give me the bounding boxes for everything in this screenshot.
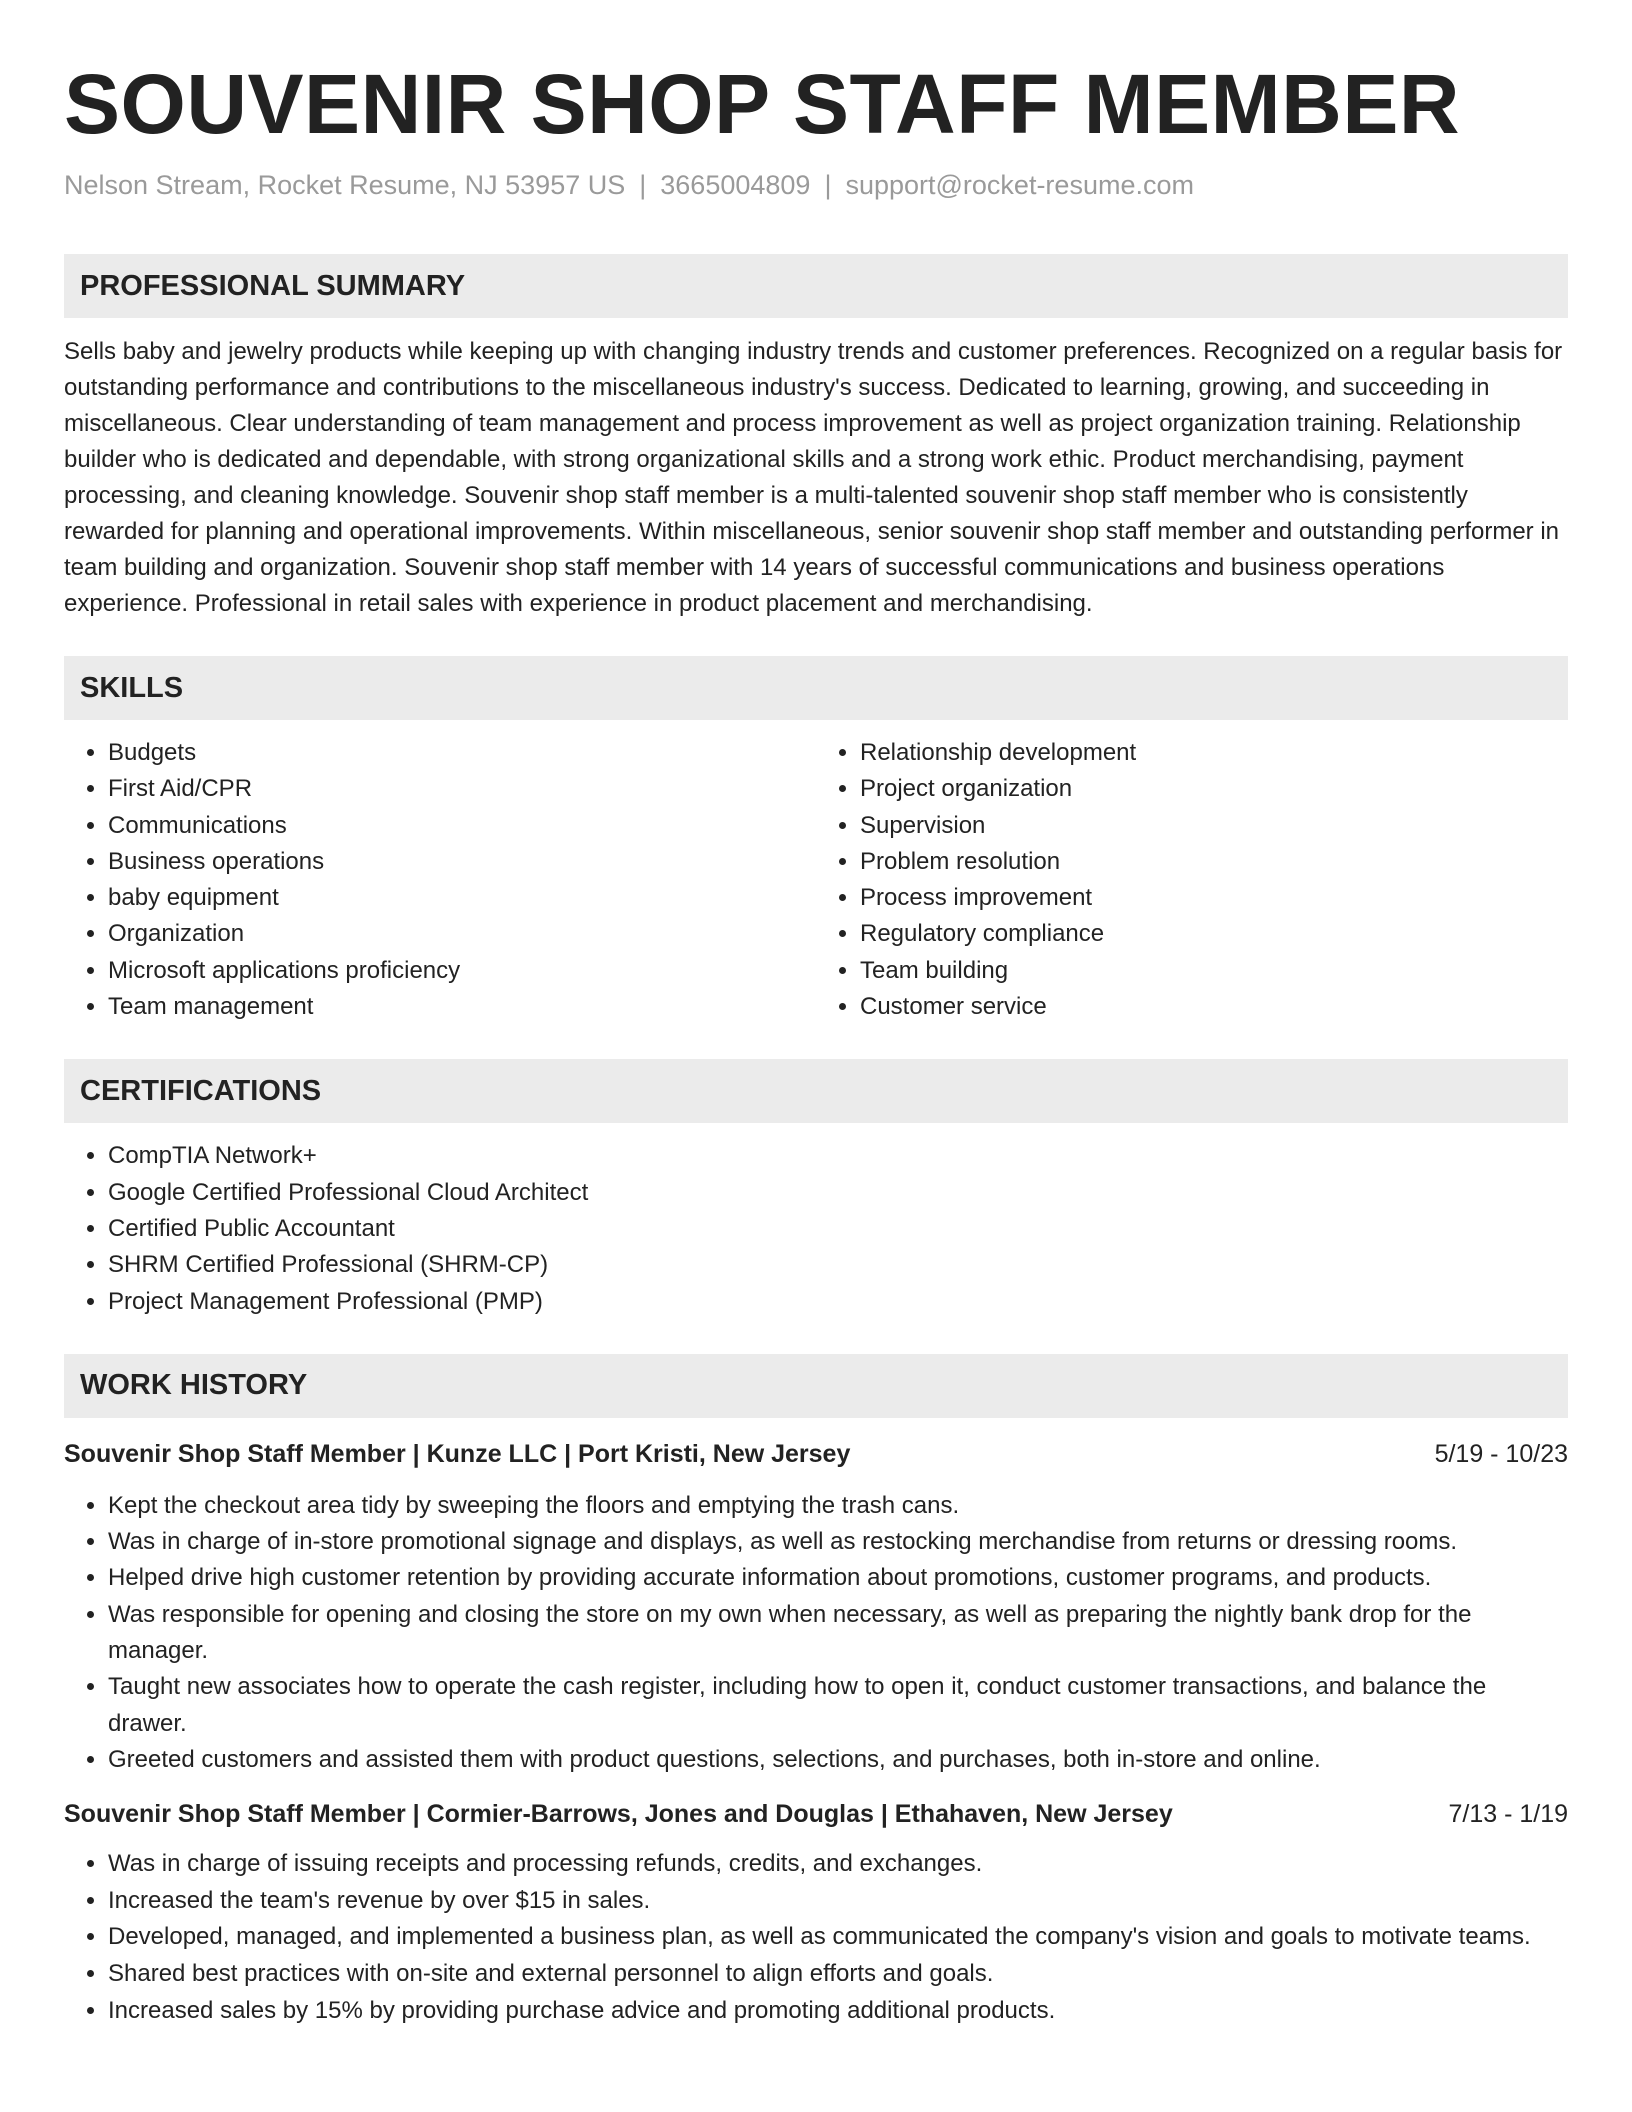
skills-list [64,735,1568,1025]
job-bullet: • Increased the team's revenue by over $15 in sales. [108,1883,1568,1920]
skill-item: • Regulatory compliance [860,916,1568,952]
section-header-certifications: CERTIFICATIONS [64,1059,1568,1123]
job-dates: 7/13 - 1/19 [1448,1800,1568,1829]
skill-item: • Team building [860,953,1568,989]
resume-name: SOUVENIR SHOP STAFF MEMBER [64,57,1461,151]
certification-item: • SHRM Certified Professional (SHRM-CP) [108,1247,1568,1283]
summary-text: Sells baby and jewelry products while keeping up with changing industry trends and customer preferences. Recognized on a regular basis for outstanding performance and contributions to the miscellaneous industry's success. Dedicated to learning, growing, and succeeding in miscellaneous. Clear understanding of team management and process improvement as well as project organization training. Relationship builder who is dedicated and dependable, with strong organizational skills and a strong work ethic. Product merchandising, payment processing, and cleaning knowledge. Souvenir shop staff member is a multi-talented souvenir shop staff member who is consistently rewarded for planning and operational improvements. Within miscellaneous, senior souvenir shop staff member and outstanding performer in team building and organization. Souvenir shop staff member with 14 years of successful communications and business operations experience. Professional in retail sales with experience in product placement and merchandising. [64,338,1563,617]
skill-item: • Customer service [860,989,1568,1025]
job-bullet: • Increased sales by 15% by providing purchase advice and promoting additional products. [108,1993,1568,2030]
skill-item: • Problem resolution [860,844,1568,880]
job-bullets [64,1488,1568,1778]
skill-item: • Team management [108,989,816,1025]
skill-item: • Process improvement [860,880,1568,916]
skill-item: • Communications [108,808,816,844]
section-header-work-history: WORK HISTORY [64,1354,1568,1418]
job-bullet: • Kept the checkout area tidy by sweeping the floors and emptying the trash cans. [108,1488,1568,1524]
skill-item: • Budgets [108,735,816,771]
section-header-skills: SKILLS [64,656,1568,720]
skill-item: • baby equipment [108,880,816,916]
skill-item: • Supervision [860,808,1568,844]
skills-column-left [64,735,816,1025]
certifications-list [64,1138,1568,1319]
job-bullet: • Greeted customers and assisted them with product questions, selections, and purchases, both in-store and online. [108,1742,1568,1778]
job-header [64,1436,1568,1472]
job-bullet: • Taught new associates how to operate the cash register, including how to open it, conduct customer transactions, and balance the drawer. [108,1669,1568,1742]
job-entry [64,1796,1568,2029]
contact-line [64,168,1568,202]
contact-phone: 3665004809 [660,170,811,200]
certification-item: • Certified Public Accountant [108,1211,1568,1247]
certification-item: • Google Certified Professional Cloud Architect [108,1175,1568,1211]
job-bullet: • Developed, managed, and implemented a business plan, as well as communicated the company's vision and goals to motivate teams. [108,1919,1568,1956]
skill-item: • Microsoft applications proficiency [108,953,816,989]
certification-item: • Project Management Professional (PMP) [108,1284,1568,1320]
job-bullet: • Was in charge of issuing receipts and processing refunds, credits, and exchanges. [108,1846,1568,1883]
job-title: Souvenir Shop Staff Member | Kunze LLC | Port Kristi, New Jersey [64,1439,851,1468]
contact-separator: | [639,170,647,200]
job-dates: 5/19 - 10/23 [1434,1439,1568,1468]
contact-email: support@rocket-resume.com [845,170,1194,200]
skills-column-right [816,735,1568,1025]
job-bullet: • Helped drive high customer retention by providing accurate information about promotions, customer programs, and products. [108,1560,1568,1596]
contact-address: Nelson Stream, Rocket Resume, NJ 53957 US [64,170,626,200]
skill-item: • Organization [108,916,816,952]
skill-item: • First Aid/CPR [108,771,816,807]
job-bullet: • Was in charge of in-store promotional signage and displays, as well as restocking merchandise from returns or dressing rooms. [108,1524,1568,1560]
certification-item: • CompTIA Network+ [108,1138,1568,1174]
job-bullet: • Shared best practices with on-site and external personnel to align efforts and goals. [108,1956,1568,1993]
contact-separator: | [824,170,832,200]
job-bullets [64,1846,1568,2029]
job-header [64,1796,1568,1832]
job-bullet: • Was responsible for opening and closing the store on my own when necessary, as well as preparing the nightly bank drop for the manager. [108,1597,1568,1670]
section-header-summary: PROFESSIONAL SUMMARY [64,254,1568,318]
skill-item: • Project organization [860,771,1568,807]
skill-item: • Relationship development [860,735,1568,771]
job-title: Souvenir Shop Staff Member | Cormier-Barrows, Jones and Douglas | Ethahaven, New Jersey [64,1800,1173,1829]
job-entry [64,1436,1568,1778]
skill-item: • Business operations [108,844,816,880]
